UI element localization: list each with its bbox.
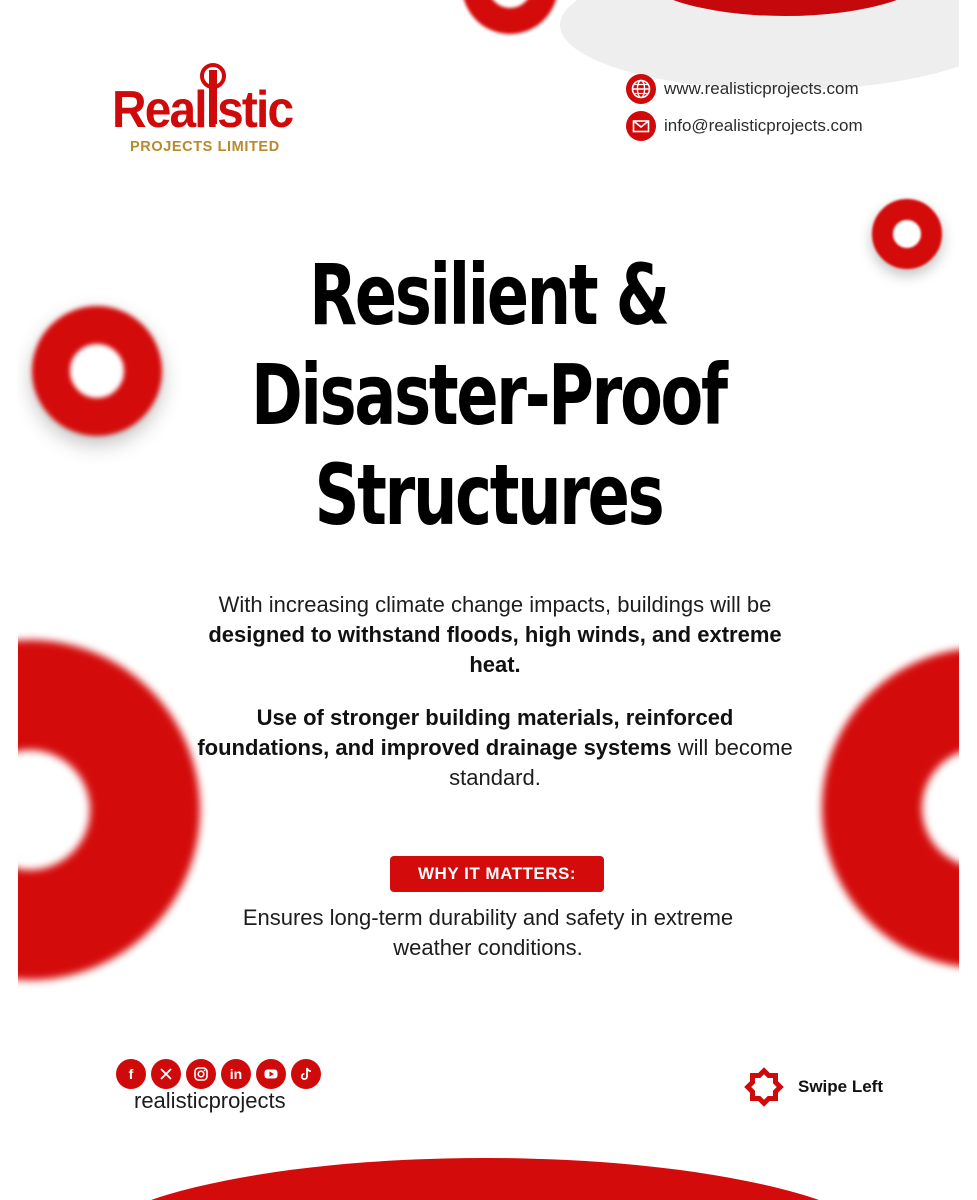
paragraph-climate — [190, 590, 800, 680]
frame-strip-left — [0, 0, 18, 1200]
frame-strip-right — [959, 0, 977, 1200]
headline-line-2: Disaster-Proof — [251, 346, 726, 444]
bottom-red-arc — [75, 1158, 895, 1200]
logo-subtitle: PROJECTS LIMITED — [130, 139, 280, 155]
website-link[interactable]: www.realisticprojects.com — [664, 79, 859, 98]
email-link[interactable]: info@realisticprojects.com — [664, 116, 863, 135]
paragraph-materials-emphasis: Use of stronger building materials, reinforced foundations, and improved drainage systems — [197, 705, 734, 760]
x-icon[interactable] — [151, 1059, 181, 1089]
why-it-matters-text: Ensures long-term durability and safety in extreme weather conditions. — [242, 905, 734, 960]
ring-decoration-right-large — [822, 648, 977, 968]
tiktok-icon[interactable] — [291, 1059, 321, 1089]
swipe-left-label: Swipe Left — [798, 1077, 884, 1096]
logo-wordmark: Realistic — [112, 81, 293, 139]
paragraph-materials — [190, 703, 800, 793]
email-contact[interactable] — [626, 111, 863, 141]
paragraph-climate-intro: With increasing climate change impacts, buildings will be — [218, 592, 772, 617]
ring-decoration-left-large — [0, 640, 200, 980]
mail-icon — [626, 111, 656, 141]
linkedin-icon[interactable]: in — [221, 1059, 251, 1089]
swipe-star-icon — [740, 1063, 788, 1111]
paragraph-materials-outro: will become standard. — [449, 735, 793, 790]
company-logo — [112, 62, 322, 162]
globe-icon — [626, 74, 656, 104]
instagram-icon[interactable] — [186, 1059, 216, 1089]
social-icons — [116, 1059, 326, 1089]
paragraph-climate-emphasis: designed to withstand floods, high winds, and extreme heat. — [208, 622, 782, 677]
youtube-icon[interactable] — [256, 1059, 286, 1089]
social-handle: realisticprojects — [134, 1088, 286, 1113]
facebook-icon[interactable]: f — [116, 1059, 146, 1089]
headline — [0, 245, 977, 545]
swipe-left-button[interactable] — [740, 1063, 883, 1111]
headline-line-3: Structures — [314, 446, 663, 544]
ring-decoration-top — [462, 0, 558, 34]
why-it-matters-badge: WHY IT MATTERS: — [390, 856, 604, 892]
headline-line-1: Resilient & — [309, 246, 668, 344]
website-contact[interactable] — [626, 74, 859, 104]
